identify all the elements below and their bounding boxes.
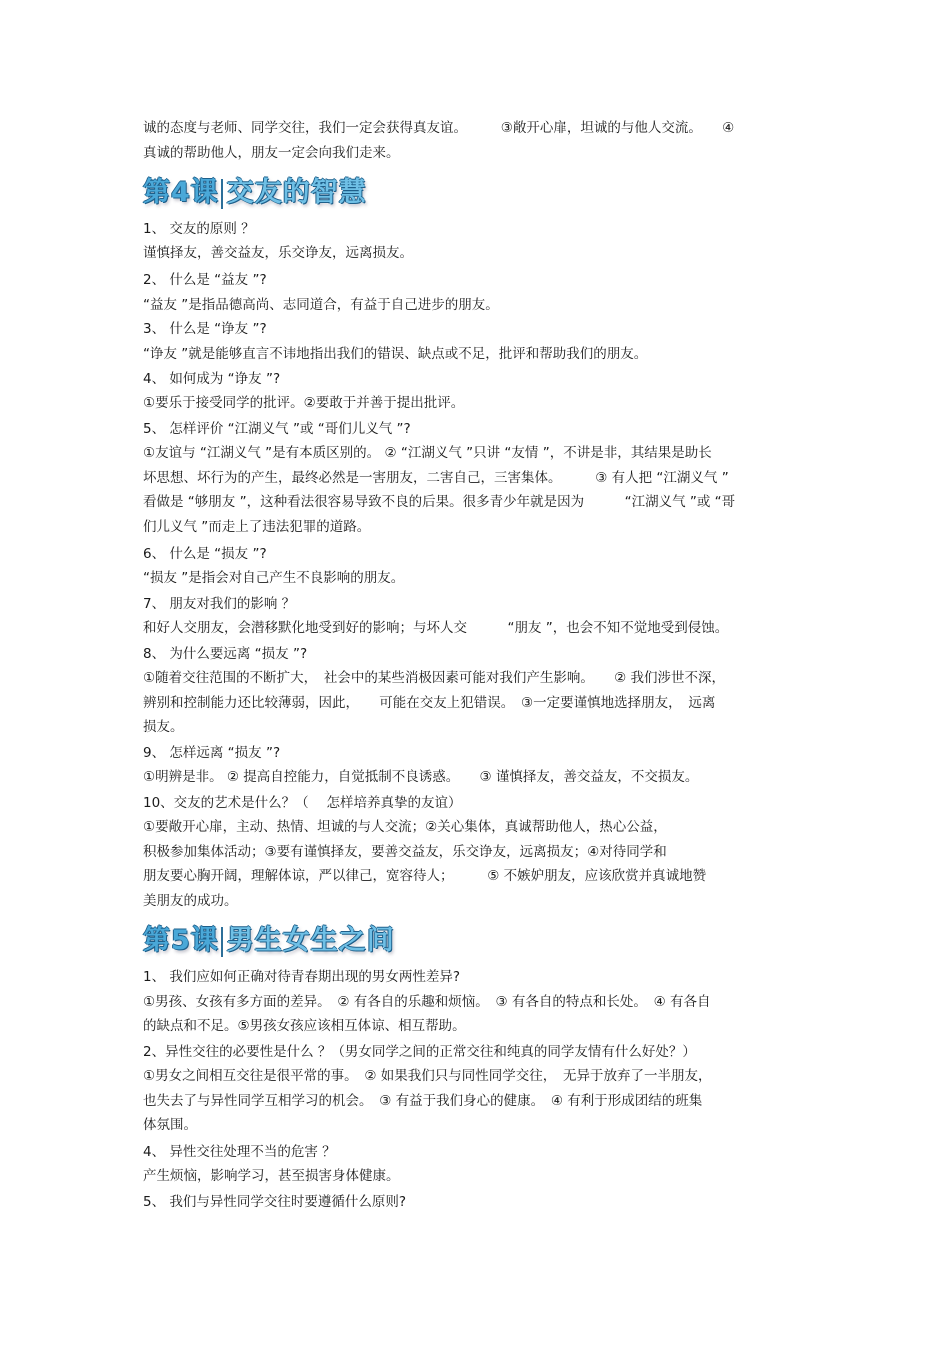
text-line: 9、 怎样远离 “损友 ”? <box>143 745 281 761</box>
lesson-4-title: 交友的智慧 <box>226 177 367 208</box>
heading-divider <box>221 179 223 209</box>
text-line: 4、 如何成为 “诤友 ”? <box>143 371 281 387</box>
text-line: ①明辨是非。 ② 提高自控能力，自觉抵制不良诱惑。 ③ 谨慎择友，善交益友，不交损友。 <box>143 769 699 785</box>
text-line: ①友谊与 “江湖义气 ”是有本质区别的。 ② “江湖义气 ”只讲 “友情 ”，不讲是非，其结果是助长 <box>143 445 712 461</box>
lesson-4-number: 第4课 <box>143 177 219 208</box>
heading-divider <box>221 927 223 957</box>
text-line: 4、 异性交往处理不当的危害 ？ <box>143 1144 336 1160</box>
lesson-4-heading <box>143 170 367 214</box>
text-line: 产生烦恼，影响学习，甚至损害身体健康。 <box>143 1168 400 1184</box>
text-line: ①男女之间相互交往是很平常的事。 ② 如果我们只与同性同学交往， 无异于放弃了一半朋友， <box>143 1068 712 1084</box>
text-line: 8、 为什么要远离 “损友 ”? <box>143 646 308 662</box>
text-line: 1、 我们应如何正确对待青春期出现的男女两性差异? <box>143 969 461 985</box>
text-line: 谨慎择友，善交益友，乐交诤友，远离损友。 <box>143 245 413 261</box>
text-line: 的缺点和不足。⑤男孩女孩应该相互体谅、相互帮助。 <box>143 1018 466 1034</box>
text-line: 辨别和控制能力还比较薄弱，因此， 可能在交友上犯错误。 ③一定要谨慎地选择朋友， 远离 <box>143 695 716 711</box>
lesson-5-heading <box>143 918 395 962</box>
text-line: 7、 朋友对我们的影响 ？ <box>143 596 296 612</box>
text-line: ①男孩、女孩有多方面的差异。 ② 有各自的乐趣和烦恼。 ③ 有各自的特点和长处。 ④ 有各自 <box>143 994 711 1010</box>
intro-line: 真诚的帮助他人，朋友一定会向我们走来。 <box>143 145 400 161</box>
text-line: “损友 ”是指会对自己产生不良影响的朋友。 <box>143 570 405 586</box>
text-line: “诤友 ”就是能够直言不讳地指出我们的错误、缺点或不足，批评和帮助我们的朋友。 <box>143 346 648 362</box>
text-line: 6、 什么是 “损友 ”? <box>143 546 267 562</box>
text-line: ①随着交往范围的不断扩大， 社会中的某些消极因素可能对我们产生影响。 ② 我们涉世不深， <box>143 670 725 686</box>
text-line: 5、 怎样评价 “江湖义气 ”或 “哥们儿义气 ”? <box>143 421 411 437</box>
text-line: 也失去了与异性同学互相学习的机会。 ③ 有益于我们身心的健康。 ④ 有利于形成团结的班集 <box>143 1093 703 1109</box>
text-line: 朋友要心胸开阔，理解体谅，严以律己，宽容待人； ⑤ 不嫉妒朋友，应该欣赏并真诚地赞 <box>143 868 707 884</box>
text-line: “益友 ”是指品德高尚、志同道合，有益于自己进步的朋友。 <box>143 297 499 313</box>
text-line: 美朋友的成功。 <box>143 893 238 909</box>
text-line: 1、 交友的原则 ？ <box>143 221 255 237</box>
text-line: 体氛围。 <box>143 1117 197 1133</box>
text-line: 2、 什么是 “益友 ”? <box>143 272 267 288</box>
text-line: 们儿义气 ”而走上了违法犯罪的道路。 <box>143 519 371 535</box>
text-line: ①要敞开心扉，主动、热情、坦诚的与人交流；②关心集体，真诚帮助他人，热心公益， <box>143 819 667 835</box>
text-line: 积极参加集体活动；③要有谨慎择友，要善交益友，乐交诤友，远离损友；④对待同学和 <box>143 844 667 860</box>
text-line: 看做是 “够朋友 ”，这种看法很容易导致不良的后果。很多青少年就是因为 “江湖义气 ”或 “哥 <box>143 494 736 510</box>
text-line: 10、交友的艺术是什么？（ 怎样培养真挚的友谊） <box>143 795 462 811</box>
text-line: 损友。 <box>143 719 184 735</box>
intro-line: 诚的态度与老师、同学交往，我们一定会获得真友谊。 ③敞开心扉，坦诚的与他人交流。 ④ <box>143 120 735 136</box>
text-line: 坏思想、坏行为的产生，最终必然是一害朋友，二害自己，三害集体。 ③ 有人把 “江湖义气 ” <box>143 470 729 486</box>
text-line: 2、异性交往的必要性是什么 ？（男女同学之间的正常交往和纯真的同学友情有什么好处？） <box>143 1044 696 1060</box>
lesson-5-title: 男生女生之间 <box>226 925 395 956</box>
text-line: 3、 什么是 “诤友 ”? <box>143 321 267 337</box>
text-line: ①要乐于接受同学的批评。②要敢于并善于提出批评。 <box>143 395 465 411</box>
text-line: 5、 我们与异性同学交往时要遵循什么原则? <box>143 1194 407 1210</box>
lesson-5-number: 第5课 <box>143 925 219 956</box>
text-line: 和好人交朋友，会潜移默化地受到好的影响；与坏人交 “朋友 ”，也会不知不觉地受到侵蚀。 <box>143 620 729 636</box>
